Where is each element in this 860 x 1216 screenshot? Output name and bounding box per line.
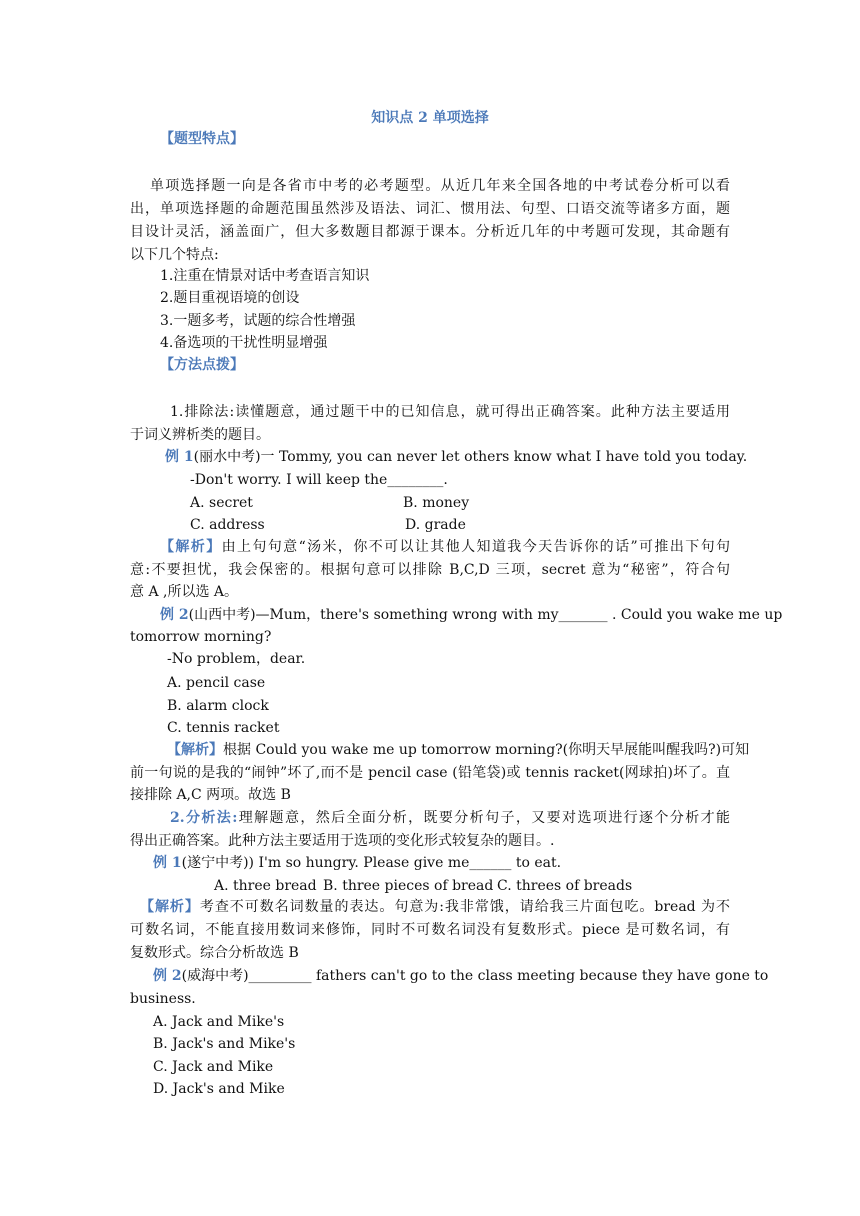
intro-line-4: 以下几个特点: — [130, 247, 219, 263]
method2-label: 2.分析法: — [170, 810, 238, 826]
option: C. address — [190, 517, 265, 533]
method2-line-1 — [170, 808, 730, 828]
intro-line-2: 出，单项选择题的命题范围虽然涉及语法、词汇、惯用法、句型、口语交流等诸多方面，题 — [130, 201, 730, 217]
example-2-analysis-line-2: 前一句说的是我的“闹钟”坏了,而不是 pencil case (铅笔袋)或 tennis racket(网球拍)坏了。直 — [130, 765, 730, 781]
example-label: 例 1 — [153, 855, 182, 871]
example-label: 例 1 — [165, 449, 194, 465]
analysis-text: 由上句句意“汤米，你不可以让其他人知道我今天告诉你的话”可推出下句句 — [221, 539, 731, 555]
example-text: (山西中考)—Mum，there's something wrong with my_______ . Could you wake me up — [188, 607, 783, 623]
method1-line-2: 于词义辨析类的题目。 — [130, 427, 270, 443]
method2-line-2: 得出正确答案。此种方法主要适用于选项的变化形式较复杂的题目。. — [130, 833, 555, 849]
option: C. Jack and Mike — [153, 1059, 274, 1075]
analysis-text: 根据 Could you wake me up tomorrow morning?(你明天早展能叫醒我吗?)可知 — [223, 742, 750, 758]
analysis-label: 【解析】 — [167, 742, 223, 758]
example-1-analysis-line-2: 意:不要担忧，我会保密的。根据句意可以排除 B,C,D 三项，secret 意为“秘密”，符合句 — [130, 562, 730, 578]
analysis-text: 考查不可数名词数量的表达。句意为:我非常饿，请给我三片面包吃。bread 为不 — [199, 899, 731, 915]
feature-point: 3.一题多考，试题的综合性增强 — [160, 313, 356, 329]
analysis-label: 【解析】 — [140, 899, 200, 915]
example-label: 例 2 — [153, 968, 182, 984]
example-2-question — [160, 605, 783, 625]
option: C. threes of breads — [497, 878, 633, 894]
option: B. alarm clock — [167, 698, 269, 714]
feature-point: 1.注重在情景对话中考查语言知识 — [160, 268, 370, 284]
example-3-analysis-line-3: 复数形式。综合分析故选 B — [130, 945, 299, 961]
example-4-question-cont: business. — [130, 991, 196, 1007]
method2-text: 理解题意，然后全面分析，既要分析句子，又要对选项进行逐个分析才能 — [237, 810, 730, 826]
example-1-reply: -Don't worry. I will keep the________. — [190, 472, 448, 488]
method1-line-1: 1.排除法:读懂题意，通过题干中的已知信息，就可得出正确答案。此种方法主要适用 — [170, 404, 730, 420]
option: D. Jack's and Mike — [153, 1081, 285, 1097]
example-3-analysis-line-2: 可数名词，不能直接用数词来修饰，同时不可数名词没有复数形式。piece 是可数名词，有 — [130, 922, 730, 938]
example-text: (威海中考)_________ fathers can't go to the class meeting because they have gone to — [181, 968, 769, 984]
analysis-label: 【解析】 — [160, 539, 222, 555]
example-label: 例 2 — [160, 607, 189, 623]
example-2-analysis-line-1 — [167, 740, 750, 760]
intro-line-1: 单项选择题一向是各省市中考的必考题型。从近几年来全国各地的中考试卷分析可以看 — [150, 178, 730, 194]
example-3-question — [153, 853, 561, 873]
option: A. secret — [190, 495, 253, 511]
page-title: 知识点 2 单项选择 — [371, 110, 489, 126]
example-3-analysis-line-1 — [140, 897, 730, 917]
example-1-question — [165, 447, 747, 467]
feature-point: 2.题目重视语境的创设 — [160, 290, 300, 306]
option: B. Jack's and Mike's — [153, 1036, 296, 1052]
option: C. tennis racket — [167, 720, 280, 736]
heading-method-tips: 【方法点拨】 — [160, 357, 244, 373]
example-2-reply: -No problem，dear. — [167, 651, 306, 667]
option: A. three bread — [214, 878, 317, 894]
option: D. grade — [405, 517, 466, 533]
example-2-question-cont: tomorrow morning? — [130, 629, 272, 645]
option: A. pencil case — [167, 675, 266, 691]
example-text: (遂宁中考)) I'm so hungry. Please give me______ to eat. — [181, 855, 562, 871]
example-1-analysis-line-3: 意 A ,所以选 A。 — [130, 584, 239, 600]
option: B. three pieces of bread — [323, 878, 494, 894]
feature-point: 4.备选项的干扰性明显增强 — [160, 335, 328, 351]
example-1-analysis-line-1 — [160, 537, 730, 557]
example-text: (丽水中考)一 Tommy, you can never let others know what I have told you today. — [193, 449, 748, 465]
heading-question-features: 【题型特点】 — [160, 131, 244, 147]
option: B. money — [403, 495, 470, 511]
example-4-question — [153, 966, 769, 986]
option: A. Jack and Mike's — [153, 1014, 285, 1030]
example-2-analysis-line-3: 接排除 A,C 两项。故选 B — [130, 787, 291, 803]
intro-line-3: 目设计灵活，涵盖面广，但大多数题目都源于课本。分析近几年的中考题可发现，其命题有 — [130, 224, 730, 240]
